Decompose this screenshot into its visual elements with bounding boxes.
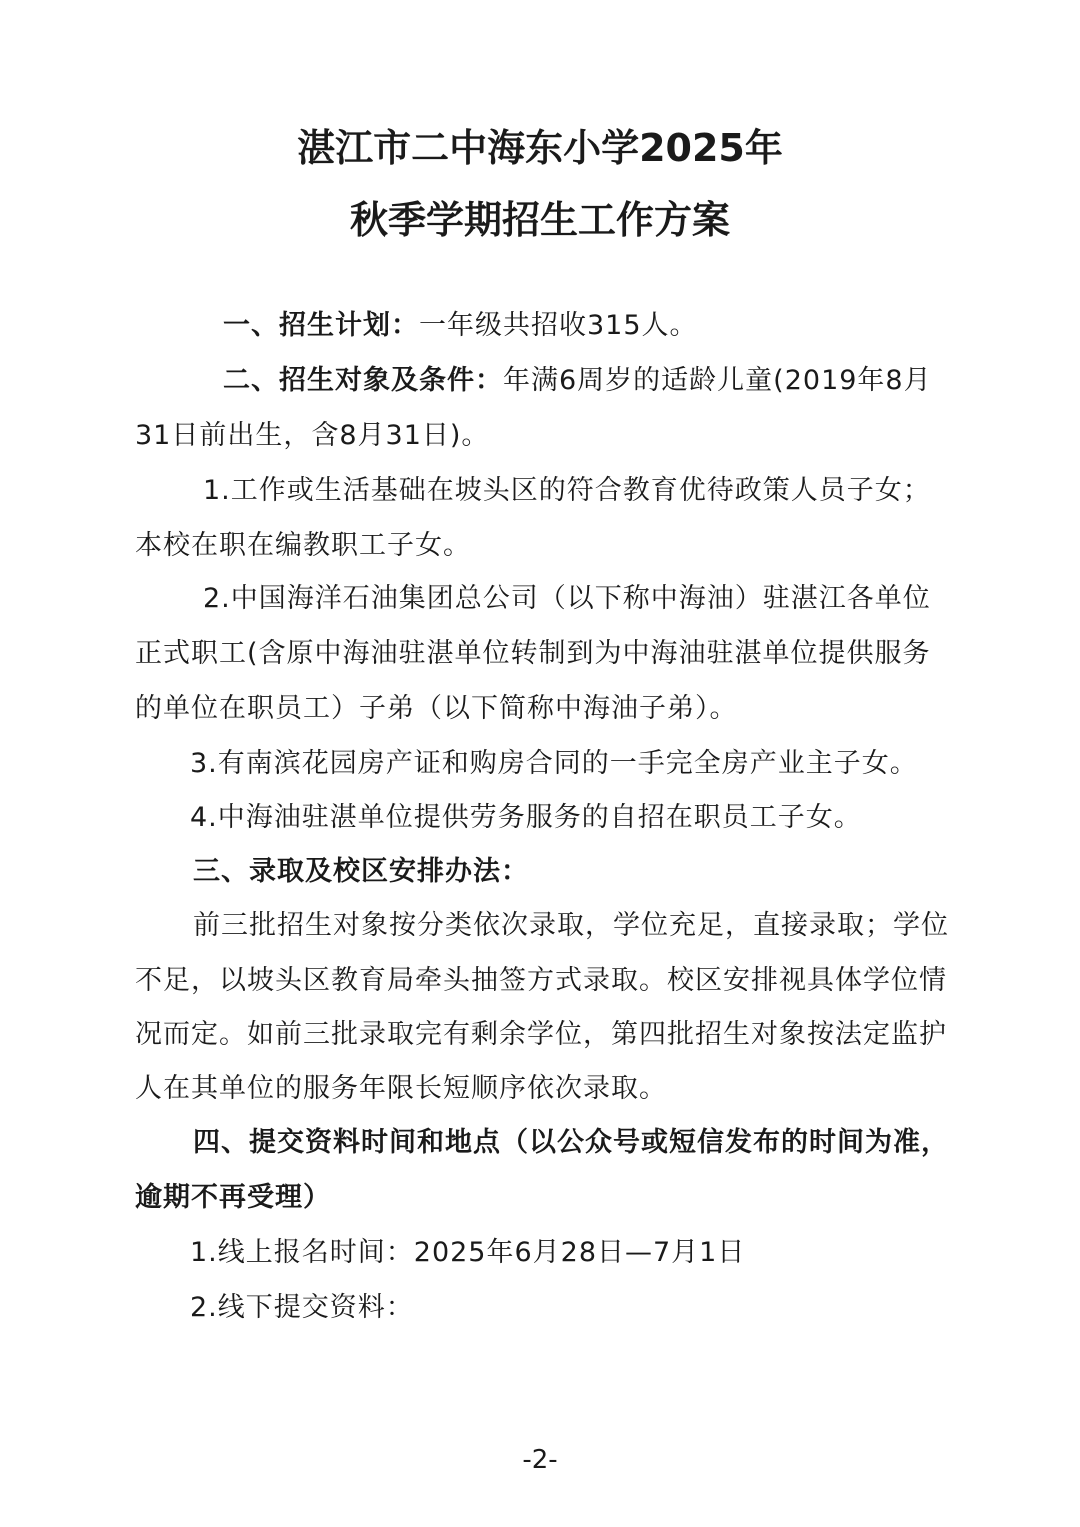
- section3-line2: 不足，以坡头区教育局牵头抽签方式录取。校区安排视具体学位情: [135, 965, 947, 996]
- section4-item2: 2.线下提交资料：: [190, 1292, 414, 1323]
- section2-text-line2: 31日前出生，含8月31日)。: [135, 420, 490, 451]
- section4-heading-line2: 逾期不再受理）: [135, 1182, 331, 1213]
- section2-heading: 二、招生对象及条件：: [223, 365, 503, 396]
- title-line-1: 湛江市二中海东小学2025年: [297, 126, 783, 170]
- section3-heading: 三、录取及校区安排办法：: [193, 856, 529, 887]
- section4-item1: 1.线上报名时间：2025年6月28日—7月1日: [190, 1237, 746, 1268]
- section2-item4: 4.中海油驻湛单位提供劳务服务的自招在职员工子女。: [190, 802, 862, 833]
- section4-heading-line1: 四、提交资料时间和地点（以公众号或短信发布的时间为准，: [193, 1127, 949, 1158]
- section2-item2-line1: 2.中国海洋石油集团总公司（以下称中海油）驻湛江各单位: [203, 583, 931, 614]
- section2-item2-line3: 的单位在职员工）子弟（以下简称中海油子弟）。: [135, 693, 738, 724]
- section2-item1-line1: 1.工作或生活基础在坡头区的符合教育优待政策人员子女；: [203, 475, 931, 506]
- document-title: [0, 118, 1080, 250]
- section1-heading: 一、招生计划：: [223, 310, 419, 341]
- section3-line4: 人在其单位的服务年限长短顺序依次录取。: [135, 1073, 667, 1104]
- section2-text-line1: 年满6周岁的适龄儿童(2019年8月: [503, 365, 932, 396]
- title-line-2: 秋季学期招生工作方案: [349, 198, 730, 242]
- section2-item2-line2: 正式职工(含原中海油驻湛单位转制到为中海油驻湛单位提供服务: [135, 638, 931, 669]
- section2-item3: 3.有南滨花园房产证和购房合同的一手完全房产业主子女。: [190, 748, 918, 779]
- section3-line3: 况而定。如前三批录取完有剩余学位，第四批招生对象按法定监护: [135, 1019, 947, 1050]
- section3-line1: 前三批招生对象按分类依次录取，学位充足，直接录取；学位: [193, 910, 949, 941]
- section2-item1-line2: 本校在职在编教职工子女。: [135, 530, 471, 561]
- section2-paragraph-line1: [135, 353, 970, 408]
- section1-paragraph: [135, 298, 970, 353]
- section1-text: 一年级共招收315人。: [419, 310, 698, 341]
- page-number: -2-: [522, 1445, 558, 1475]
